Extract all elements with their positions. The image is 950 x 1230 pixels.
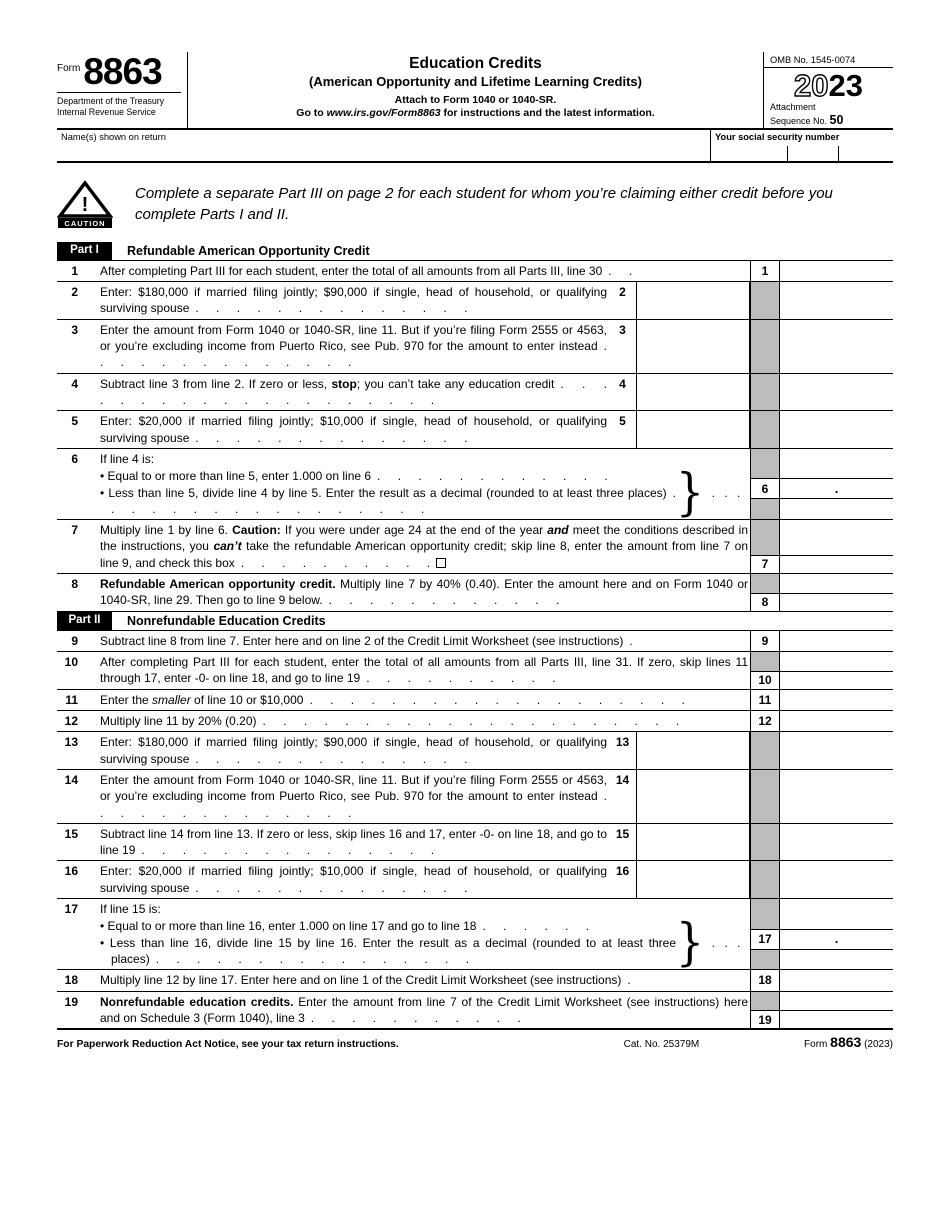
line-18-right-number: 18 xyxy=(750,970,779,990)
line-8 xyxy=(57,574,893,612)
line-6-right-number-cell: 6 xyxy=(750,449,779,519)
line-17-text: If line 15 is: • Equal to or more than line 16, enter 1.000 on line 17 and go to line 18 . . . . . . • Less than line 16, divide line 15 by line 16. Enter the result as a decimal (rounded to at least three places) . . . . . . . . . . . . . . . . } . . . xyxy=(100,902,741,972)
form-number: 8863 xyxy=(83,51,162,92)
line-17-option-2: • Less than line 16, divide line 15 by line 16. Enter the result as a decimal (rounded to at least three places) . . . . . . . . . . . . . . . . xyxy=(100,935,676,967)
line-10-text: After completing Part III for each student, enter the total of all amounts from all Parts III, line 31. If zero, skip lines 11 through 17, enter -0- on line 18, and go to line 19 . . . . . . . . . . xyxy=(100,655,748,686)
line-2-shaded-cell xyxy=(750,282,779,319)
part1-label: Part I xyxy=(57,242,112,260)
line-number: 2 xyxy=(71,285,78,300)
line-17 xyxy=(57,899,893,970)
under-24-checkbox[interactable] xyxy=(436,558,446,568)
line-1-amount-box[interactable] xyxy=(779,261,893,281)
line-9-amount-box[interactable] xyxy=(779,631,893,651)
goto-instruction: Go to www.irs.gov/Form8863 for instructions and the latest information. xyxy=(296,107,655,119)
line-13-inner-number: 13 xyxy=(615,735,630,750)
line-8-right-number-cell: 8 xyxy=(750,574,779,611)
line-number: 15 xyxy=(64,826,78,841)
line-9-text: Subtract line 8 from line 7. Enter here and on line 2 of the Credit Limit Worksheet (see instructions) . xyxy=(100,633,633,648)
line-3-unused-cell xyxy=(779,320,893,373)
line-14 xyxy=(57,770,893,824)
line-12 xyxy=(57,711,893,732)
paperwork-notice: For Paperwork Reduction Act Notice, see your tax return instructions. xyxy=(57,1039,399,1051)
line-14-shaded-cell xyxy=(750,770,779,823)
line-number: 12 xyxy=(64,713,78,728)
catalog-number: Cat. No. 25379M xyxy=(623,1039,700,1051)
line-number: 7 xyxy=(71,523,78,538)
sequence-number: 50 xyxy=(829,112,844,127)
line-number: 3 xyxy=(71,322,78,337)
line-7-right-number-cell: 7 xyxy=(750,520,779,573)
line-4 xyxy=(57,374,893,412)
line-14-entry-box[interactable] xyxy=(636,770,750,823)
line-2 xyxy=(57,282,893,320)
line-11-amount-box[interactable] xyxy=(779,690,893,710)
line-13-shaded-cell xyxy=(750,732,779,769)
line-12-amount-box[interactable] xyxy=(779,711,893,731)
line-19 xyxy=(57,992,893,1029)
page-subtitle: (American Opportunity and Lifetime Learning Credits) xyxy=(309,74,642,89)
line-5-unused-cell xyxy=(779,411,893,448)
line-5-inner-number: 5 xyxy=(619,414,626,429)
line-10 xyxy=(57,652,893,690)
line-10-amount-box[interactable] xyxy=(780,671,893,689)
svg-text:CAUTION: CAUTION xyxy=(64,218,106,228)
line-7-amount-box[interactable] xyxy=(780,555,893,573)
line-number: 5 xyxy=(71,414,78,429)
line-18-text: Multiply line 12 by line 17. Enter here and on line 1 of the Credit Limit Worksheet (see instructions) . xyxy=(100,973,631,988)
part1-header xyxy=(57,242,893,261)
line-19-amount-box[interactable] xyxy=(780,1010,893,1028)
line-16 xyxy=(57,861,893,899)
part2-lines xyxy=(57,631,893,1029)
line-6-text: If line 4 is: • Equal to or more than line 5, enter 1.000 on line 6 . . . . . . . . . . . . • Less than line 5, divide line 4 by line 5. Enter the result as a decimal (rounded to at least three places) . . . . . . . . . . . . . . . . . } . . . xyxy=(100,451,741,522)
line-number: 1 xyxy=(71,263,78,278)
ssn-field[interactable] xyxy=(711,130,893,161)
line-8-amount-box[interactable] xyxy=(780,593,893,611)
line-9 xyxy=(57,631,893,652)
line-8-text: Refundable American opportunity credit. Multiply line 7 by 40% (0.40). Enter the amount here and on Form 1040 or 1040-SR, line 29. Then go to line 9 below. . . . . . . . . . . . . xyxy=(100,577,748,608)
line-17-option-1: • Equal to or more than line 16, enter 1.000 on line 17 and go to line 18 . . . . . . xyxy=(100,919,590,934)
line-18-amount-box[interactable] xyxy=(779,970,893,990)
line-11-text: Enter the smaller of line 10 or $10,000 . . . . . . . . . . . . . . . . . . . xyxy=(100,692,685,707)
svg-text:!: ! xyxy=(81,193,89,216)
form-footer xyxy=(57,1028,893,1050)
line-18 xyxy=(57,970,893,991)
line-4-inner-number: 4 xyxy=(619,376,626,391)
line-16-unused-cell xyxy=(779,861,893,898)
brace-glyph: } xyxy=(676,462,704,522)
omb-number: OMB No. 1545-0074 xyxy=(764,52,893,68)
line-10-amount-cell xyxy=(779,652,893,689)
part1-title: Refundable American Opportunity Credit xyxy=(127,243,370,258)
line-6-decimal-box[interactable]: . xyxy=(780,478,893,499)
caution-text: Complete a separate Part III on page 2 for each student for whom you’re claiming either credit before you complete Parts I and II. xyxy=(135,184,833,223)
form-8863-page xyxy=(57,52,893,1050)
line-2-entry-box[interactable] xyxy=(636,282,750,319)
line-19-text: Nonrefundable education credits. Enter the amount from line 7 of the Credit Limit Worksheet (see instructions) here and on Schedule 3 (Form 1040), line 3 . . . . . . . . . . . xyxy=(100,994,748,1025)
line-13-unused-cell xyxy=(779,732,893,769)
form-footer-id: Form 8863 (2023) xyxy=(804,1034,893,1051)
line-number: 4 xyxy=(71,376,78,391)
caution-icon xyxy=(57,180,113,228)
line-4-text: Subtract line 3 from line 2. If zero or less, stop; you can’t take any education credit . . . . . . . . . . . . . . . . . . . . xyxy=(100,376,607,407)
line-6-option-2: • Less than line 5, divide line 4 by line 5. Enter the result as a decimal (rounded to at least three places) . . . . . . . . . . . . . . . . . xyxy=(100,485,676,516)
line-5-text: Enter: $20,000 if married filing jointly; $10,000 if single, head of household, or qualifying surviving spouse . . . . . . . . . . . . . . xyxy=(100,414,607,445)
tax-year: 2023 xyxy=(794,68,863,103)
line-5-shaded-cell xyxy=(750,411,779,448)
line-6 xyxy=(57,449,893,520)
line-4-entry-box[interactable] xyxy=(636,374,750,411)
line-number: 6 xyxy=(71,451,78,466)
line-16-inner-number: 16 xyxy=(615,864,630,879)
ssn-label: Your social security number xyxy=(715,131,840,142)
line-number: 13 xyxy=(64,735,78,750)
line-15-text: Subtract line 14 from line 13. If zero or less, skip lines 16 and 17, enter -0- on line 18, and go to line 19 . . . . . . . . . . . . . . . xyxy=(100,826,607,858)
line-6-option-1: • Equal to or more than line 5, enter 1.000 on line 6 . . . . . . . . . . . . xyxy=(100,469,608,484)
line-15-shaded-cell xyxy=(750,824,779,861)
irs-url-link[interactable]: www.irs.gov/Form8863 xyxy=(326,107,441,119)
form-number-block xyxy=(57,52,188,128)
line-9-right-number: 9 xyxy=(750,631,779,651)
line-13-text: Enter: $180,000 if married filing jointly; $90,000 if single, head of household, or qualifying surviving spouse . . . . . . . . . . . . . . xyxy=(100,735,607,766)
line-14-inner-number: 14 xyxy=(615,772,630,787)
line-number: 16 xyxy=(64,864,78,879)
department-label xyxy=(57,92,181,118)
line-3-inner-number: 3 xyxy=(619,322,626,337)
line-11 xyxy=(57,690,893,711)
line-15-inner-number: 15 xyxy=(615,826,630,841)
line-3-text: Enter the amount from Form 1040 or 1040-SR, line 11. But if you’re filing Form 2555 or 4563, or you’re excluding income from Puerto Rico, see Pub. 970 for the amount to enter instead . . . . . . . . . . . . . . xyxy=(100,322,607,370)
ssn-divider xyxy=(838,146,839,161)
line-number: 17 xyxy=(64,902,78,917)
omb-year-block xyxy=(763,52,893,128)
line-15-entry-box[interactable] xyxy=(636,824,750,861)
line-19-right-number-cell: 19 xyxy=(750,992,779,1029)
line-number: 18 xyxy=(64,973,78,988)
line-1 xyxy=(57,261,893,282)
line-12-right-number: 12 xyxy=(750,711,779,731)
form-title-block xyxy=(188,52,763,128)
line-4-unused-cell xyxy=(779,374,893,411)
part2-header xyxy=(57,612,893,631)
line-16-shaded-cell xyxy=(750,861,779,898)
ssn-divider xyxy=(787,146,788,161)
line-7 xyxy=(57,520,893,574)
name-field[interactable] xyxy=(57,130,711,161)
brace-glyph: } xyxy=(676,912,704,972)
line-13 xyxy=(57,732,893,770)
part1-lines xyxy=(57,261,893,612)
line-1-text: After completing Part III for each student, enter the total of all amounts from all Parts III, line 30 . . xyxy=(100,263,633,278)
line-17-amount-cell xyxy=(779,899,893,969)
line-11-right-number: 11 xyxy=(750,690,779,710)
line-number: 10 xyxy=(64,655,78,670)
caution-banner xyxy=(57,180,893,228)
line-number: 14 xyxy=(64,772,78,787)
line-16-entry-box[interactable] xyxy=(636,861,750,898)
part2-label: Part II xyxy=(57,612,112,630)
line-3 xyxy=(57,320,893,374)
line-number: 11 xyxy=(65,692,78,707)
line-2-inner-number: 2 xyxy=(619,285,626,300)
line-14-text: Enter the amount from Form 1040 or 1040-SR, line 11. But if you’re filing Form 2555 or 4563, or you’re excluding income from Puerto Rico, see Pub. 970 for the amount to enter instead . . . . . . . . . . . . . . xyxy=(100,772,607,820)
part2-title: Nonrefundable Education Credits xyxy=(127,613,326,628)
line-number: 9 xyxy=(71,633,78,648)
line-6-amount-cell xyxy=(779,449,893,519)
taxpayer-info-row xyxy=(57,130,893,163)
line-14-unused-cell xyxy=(779,770,893,823)
attach-instruction: Attach to Form 1040 or 1040-SR. xyxy=(394,94,557,106)
line-12-text: Multiply line 11 by 20% (0.20) . . . . . . . . . . . . . . . . . . . . . xyxy=(100,713,680,728)
line-17-right-number-cell: 17 xyxy=(750,899,779,969)
line-10-right-number-cell: 10 xyxy=(750,652,779,689)
line-19-amount-cell xyxy=(779,992,893,1029)
line-2-unused-cell xyxy=(779,282,893,319)
form-label: Form xyxy=(57,63,81,74)
attachment-sequence: Attachment Sequence No. 50 xyxy=(770,102,844,127)
line-7-text: Multiply line 1 by line 6. Caution: If you were under age 24 at the end of the year and meet the conditions described in the instructions, you can’t take the refundable American opportunity credit; skip line 8, enter the amount from line 7 on line 9, and check this box . . . . . . . . . . xyxy=(100,523,749,570)
line-4-shaded-cell xyxy=(750,374,779,411)
line-15-unused-cell xyxy=(779,824,893,861)
line-8-amount-cell xyxy=(779,574,893,611)
line-5-entry-box[interactable] xyxy=(636,411,750,448)
line-2-text: Enter: $180,000 if married filing jointly; $90,000 if single, head of household, or qualifying surviving spouse . . . . . . . . . . . . . . xyxy=(100,285,607,316)
line-number: 19 xyxy=(64,994,78,1009)
dept-line-2: Internal Revenue Service xyxy=(57,107,156,118)
line-5 xyxy=(57,411,893,449)
name-label: Name(s) shown on return xyxy=(61,131,166,142)
line-1-right-number: 1 xyxy=(750,261,779,281)
line-15 xyxy=(57,824,893,862)
page-title: Education Credits xyxy=(409,55,542,72)
line-number: 8 xyxy=(71,577,78,592)
line-3-entry-box[interactable] xyxy=(636,320,750,373)
line-3-shaded-cell xyxy=(750,320,779,373)
line-7-amount-cell xyxy=(779,520,893,573)
line-16-text: Enter: $20,000 if married filing jointly; $10,000 if single, head of household, or qualifying surviving spouse . . . . . . . . . . . . . . xyxy=(100,864,607,895)
line-13-entry-box[interactable] xyxy=(636,732,750,769)
form-header xyxy=(57,52,893,130)
dept-line-1: Department of the Treasury xyxy=(57,96,165,107)
line-17-decimal-box[interactable]: . xyxy=(780,929,893,950)
